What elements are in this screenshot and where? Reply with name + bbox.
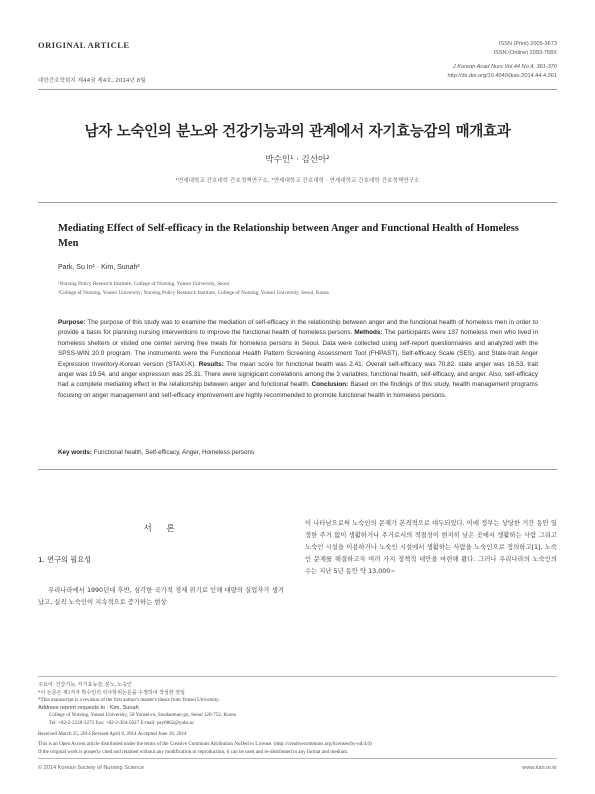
- abstract-divider: [38, 469, 557, 470]
- english-affiliations: [58, 280, 538, 298]
- footnote-address-label: Address reprint requests to : Kim, Sunah: [38, 704, 139, 711]
- footer-divider: [38, 758, 557, 759]
- footnote-thesis-english: *This manuscript is a revision of the first author's master's thesis from Yonsei University.: [38, 697, 220, 704]
- purpose-text: The purpose of this study was to examine the mediation of self-efficacy in the relationship between anger and the functional health of homeless men in order to provide a basis for planning nursing interventions to improve the functional health of homeless persons.: [58, 319, 538, 337]
- journal-citation: J Korean Acad Nurs Vol.44 No.4, 361-370: [452, 64, 557, 70]
- footnote-dates: Received March 25, 2014 Revised April 8, 2014 Accepted June 18, 2014: [38, 730, 187, 737]
- body-paragraph-right: 이 나타남으로써 노숙인의 문제가 본격적으로 대두되었다. 이에 정부는 상당한 기간 동안 일정한 주거 없이 생활하거나 주거로서의 적절성이 현저히 낮은 곳에서 생활하는 사람 그리고 노숙인 시설을 이용하거나 노숙인 시설에서 생활하는 사람을 노숙인으로 정의하고[1], 노숙인 문제를 해결하고자 여러 가지 정책적 대안을 마련해 왔다. 그러나 우리나라의 노숙인의 수는 지난 5년 동안 약 13,000~: [305, 520, 557, 576]
- footnote-divider: [38, 676, 557, 677]
- header-divider: [38, 89, 557, 90]
- results-label: Results:: [198, 360, 224, 368]
- issn-block: [494, 40, 557, 57]
- english-title: Mediating Effect of Self-efficacy in the Relationship between Anger and Functional Health of Homeless Men: [58, 223, 519, 249]
- methods-label: Methods:: [354, 329, 383, 337]
- affiliation-1: ¹Nursing Policy Research Institute, College of Nursing, Yonsei University, Seoul: [58, 281, 230, 287]
- article-type-label: ORIGINAL ARTICLE: [38, 40, 130, 50]
- english-authors: Park, Su In¹ · Kim, Sunah²: [58, 264, 140, 271]
- footnote-license-2: If the original work is properly cited and retained without any modification or reproduction, it can be used and re-distributed in any format and medium.: [38, 748, 349, 755]
- footnotes: [38, 682, 557, 756]
- keywords-text: Functional health, Self-efficacy, Anger, Homeless persons: [91, 449, 255, 456]
- issn-print: ISSN (Print) 2005-3673: [498, 41, 557, 47]
- conclusion-label: Conclusion:: [311, 381, 349, 389]
- results-text: The mean score for functional health was 2.41. Overall self-efficacy was 70.82. state anger was 16.53, trait anger was 19.54, and anger expression was 25.31. There were signigicant correlations among the 3 variables, functional health, self-efficacy, and anger. Also, self-efficacy had a complete mediating effect in the relationship between anger and functional health.: [58, 360, 538, 389]
- affiliation-2: ²College of Nursing, Yonsei University; Nursing Policy Research Institute, College of Nursing, Yonsei University, Seoul, Korea: [58, 289, 329, 296]
- korean-authors: 박수인¹ · 김선아²: [265, 155, 330, 165]
- footnote-contact: Tel: +82-2-2228-3275 Fax: +82-2-364-5027 E-mail: psy0862@yuhs.ac: [49, 719, 195, 726]
- korean-title: 남자 노숙인의 분노와 건강기능과의 관계에서 자기효능감의 매개효과: [84, 124, 511, 140]
- footnote-license-1: This is an Open Access article distributed under the terms of the Creative Commons Attribution NoDerivs License. (http://creativecommons.org/licenses/by-nd/4.0): [38, 741, 372, 748]
- footnote-keywords-korean: 주요어: 건강기능, 자기효능감, 분노, 노숙인: [38, 682, 132, 688]
- keywords: [58, 449, 538, 456]
- citation-block: [448, 63, 557, 80]
- korean-affiliation: ¹연세대학교 간호대학 간호정책연구소, ²연세대학교 간호대학 · 연세대학교 간호대학 간호정책연구소: [175, 178, 420, 184]
- journal-info-korean: 대한간호학회지 제44권 제4호, 2014년 8월: [38, 78, 146, 84]
- section-heading: 서 론: [143, 524, 181, 534]
- conclusion-text: Based on the findings of this study, health management programs focusing on anger management and self-efficacy improvement are highly recommended to promote functional health in homeless persons.: [58, 381, 539, 399]
- methods-text: The participants were 137 homeless men who lived in homeless shelters or visited one center serving free meals for homeless persons in Seoul. Data were collected using self-report questionnaires and analyzed with the SPSS-WIN 20.0 program. The instruments were the Functional Health Pattern Screening Assessment Tool (FHPAST), Self-efficacy Scale (SES), and State-trait Anger Expression Inventory-Korean version (STAXI-K).: [58, 329, 538, 368]
- footer-website-link[interactable]: www.kan.or.kr: [522, 765, 557, 771]
- abstract: [58, 318, 538, 401]
- purpose-label: Purpose:: [58, 319, 86, 326]
- footer-copyright: © 2014 Korean Society of Nursing Science: [38, 765, 145, 771]
- footnote-address: College of Nursing, Yonsei University, 50 Yonsei-ro, Seodaemun-gu, Seoul 120-752, Korea: [49, 712, 236, 719]
- keywords-label: Key words:: [58, 449, 92, 456]
- title-divider: [38, 202, 557, 203]
- doi-link[interactable]: http://dx.doi.org/10.4040/jkan.2014.44.4.361: [447, 72, 557, 79]
- subsection-heading: 1. 연구의 필요성: [38, 555, 92, 564]
- footnote-thesis-korean: *이 논문은 제1저자 박수인의 석사학위논문을 수정하여 작성한 것임: [38, 689, 185, 696]
- body-paragraph-left: 우리나라에서 1990년대 후반, 심각한 국가적 경제 위기로 인해 대량의 실업자가 생겨났고, 실직 노숙인이 지속적으로 증가하는 현상: [38, 587, 284, 607]
- issn-online: ISSN (Online) 2093-758X: [493, 49, 557, 56]
